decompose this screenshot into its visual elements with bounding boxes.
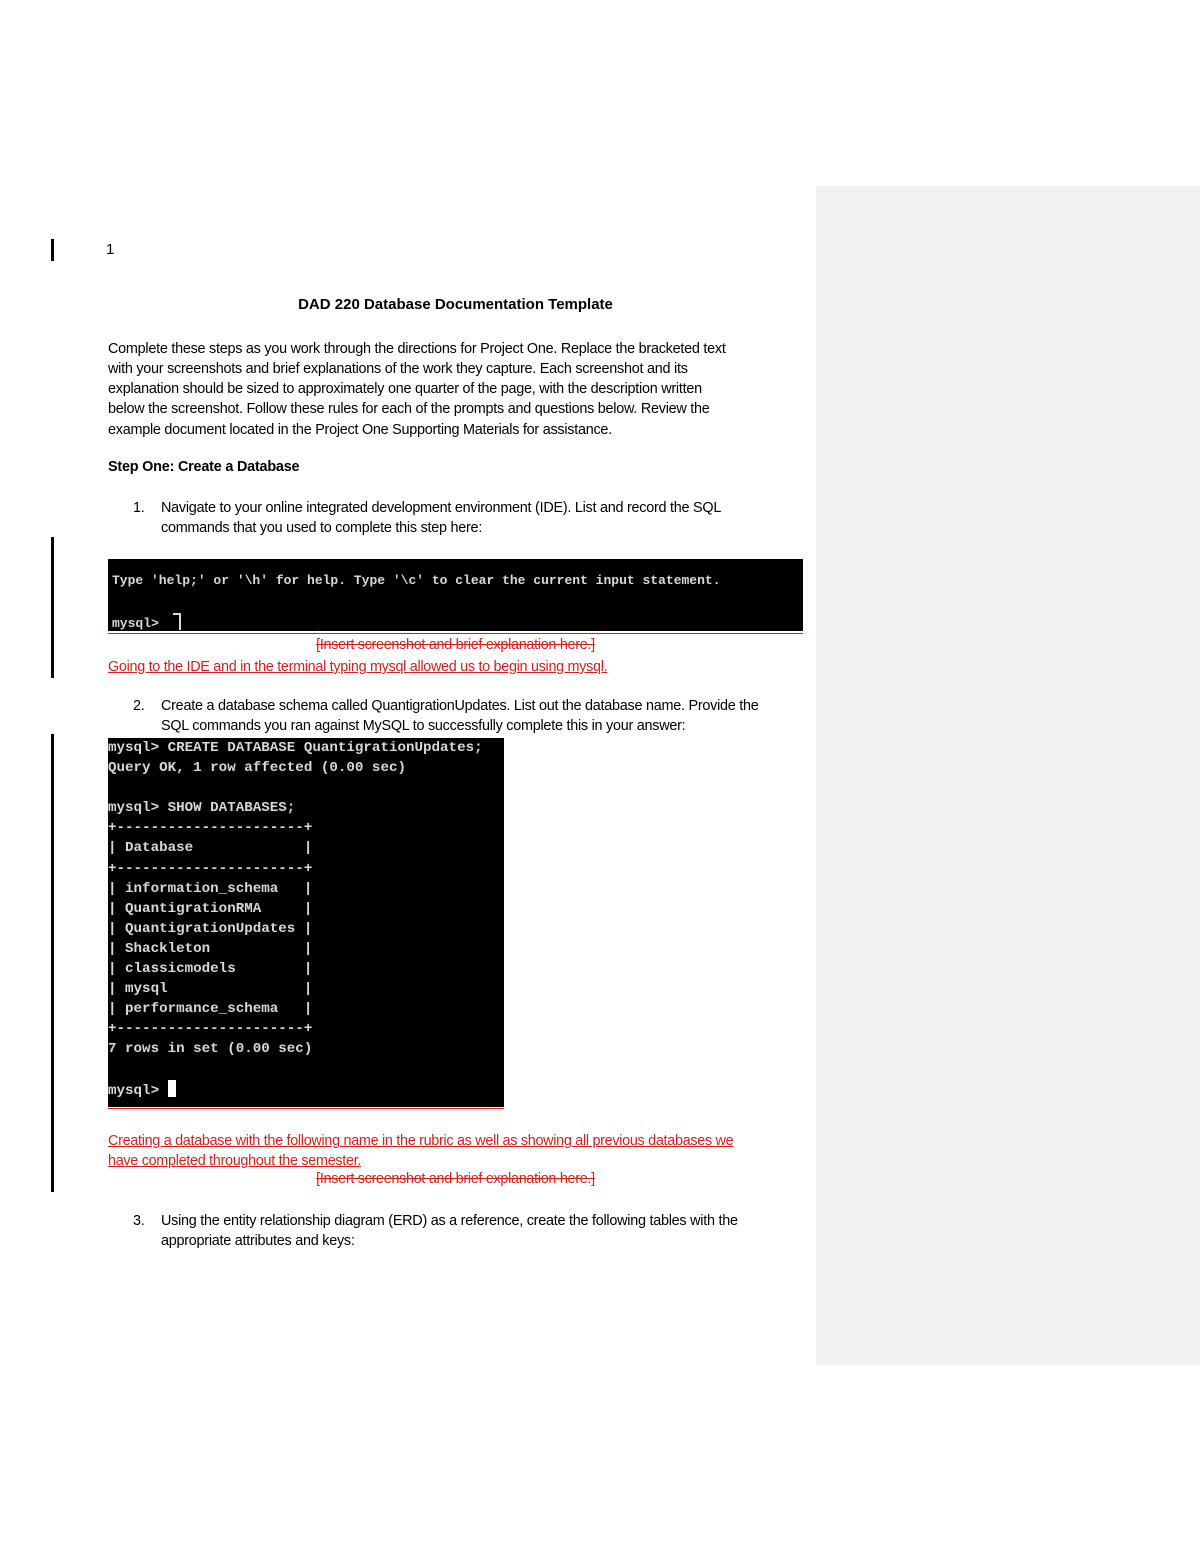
cursor-icon (168, 1080, 176, 1097)
placeholder-deleted: [Insert screenshot and brief explanation here.] (316, 1171, 595, 1187)
change-bar (51, 734, 54, 1192)
explanation-line: Going to the IDE and in the terminal typing mysql allowed us to begin using mysql. (108, 659, 608, 675)
terminal-line: Query OK, 1 row affected (0.00 sec) (108, 760, 406, 777)
list-item-line: Using the entity relationship diagram (ERD) as a reference, create the following tables with the (161, 1213, 738, 1229)
terminal-output (108, 738, 483, 1101)
terminal-prompt (112, 613, 181, 631)
list-item-line: commands that you used to complete this step here: (161, 520, 483, 536)
list-item-line: appropriate attributes and keys: (161, 1233, 355, 1249)
cursor-icon (173, 613, 181, 630)
comment-pane (816, 186, 1200, 1365)
explanation-line: have completed throughout the semester. (108, 1153, 362, 1169)
terminal-line: | performance_schema | (108, 1001, 313, 1018)
terminal-screenshot-1 (108, 559, 803, 631)
terminal-line: +----------------------+ (108, 820, 313, 837)
terminal-line: | information_schema | (108, 880, 313, 897)
terminal-line: mysql> SHOW DATABASES; (108, 800, 296, 817)
intro-paragraph (108, 339, 803, 440)
intro-line: example document located in the Project One Supporting Materials for assistance. (108, 422, 612, 438)
terminal-prompt-text: mysql> (112, 616, 167, 631)
terminal-line: | classicmodels | (108, 961, 313, 978)
list-item-line: SQL commands you ran against MySQL to successfully complete this in your answer: (161, 718, 686, 734)
terminal-line: | QuantigrationUpdates | (108, 920, 313, 937)
explanation-line: Creating a database with the following name in the rubric as well as showing all previous databases we (108, 1133, 734, 1149)
change-bar (51, 239, 54, 261)
terminal-line: | mysql | (108, 981, 313, 998)
change-bar (51, 537, 54, 678)
revision-underline (108, 633, 803, 634)
list-number: 3. (133, 1213, 145, 1229)
terminal-line: | QuantigrationRMA | (108, 900, 313, 917)
page-number: 1 (106, 241, 115, 258)
list-item-line: Navigate to your online integrated development environment (IDE). List and record the SQL (161, 500, 722, 516)
terminal-line: +----------------------+ (108, 860, 313, 877)
terminal-line: +----------------------+ (108, 1021, 313, 1038)
intro-line: Complete these steps as you work through the directions for Project One. Replace the bracketed text (108, 341, 726, 357)
step-heading: Step One: Create a Database (108, 459, 300, 475)
list-number: 1. (133, 500, 145, 516)
document-title: DAD 220 Database Documentation Template (298, 296, 613, 313)
list-item-line: Create a database schema called QuantigrationUpdates. List out the database name. Provide the (161, 698, 759, 714)
terminal-line: 7 rows in set (0.00 sec) (108, 1041, 313, 1058)
terminal-line: | Shackleton | (108, 940, 313, 957)
terminal-line: mysql> CREATE DATABASE QuantigrationUpdates; (108, 740, 483, 756)
terminal-line: Type 'help;' or '\h' for help. Type '\c' to clear the current input statement. (112, 573, 721, 588)
explanation-1 (108, 657, 607, 677)
intro-line: with your screenshots and brief explanations of the work they capture. Each screenshot and its (108, 361, 688, 377)
intro-line: explanation should be sized to approximately one quarter of the page, with the description written (108, 381, 702, 397)
terminal-screenshot-2 (108, 738, 504, 1107)
intro-line: below the screenshot. Follow these rules for each of the prompts and questions below. Review the (108, 401, 710, 417)
terminal-line: | Database | (108, 840, 313, 857)
revision-underline (108, 1108, 504, 1109)
list-number: 2. (133, 698, 145, 714)
explanation-2 (108, 1131, 733, 1171)
terminal-prompt: mysql> (108, 1082, 168, 1099)
placeholder-deleted: [Insert screenshot and brief explanation here.] (316, 637, 595, 653)
